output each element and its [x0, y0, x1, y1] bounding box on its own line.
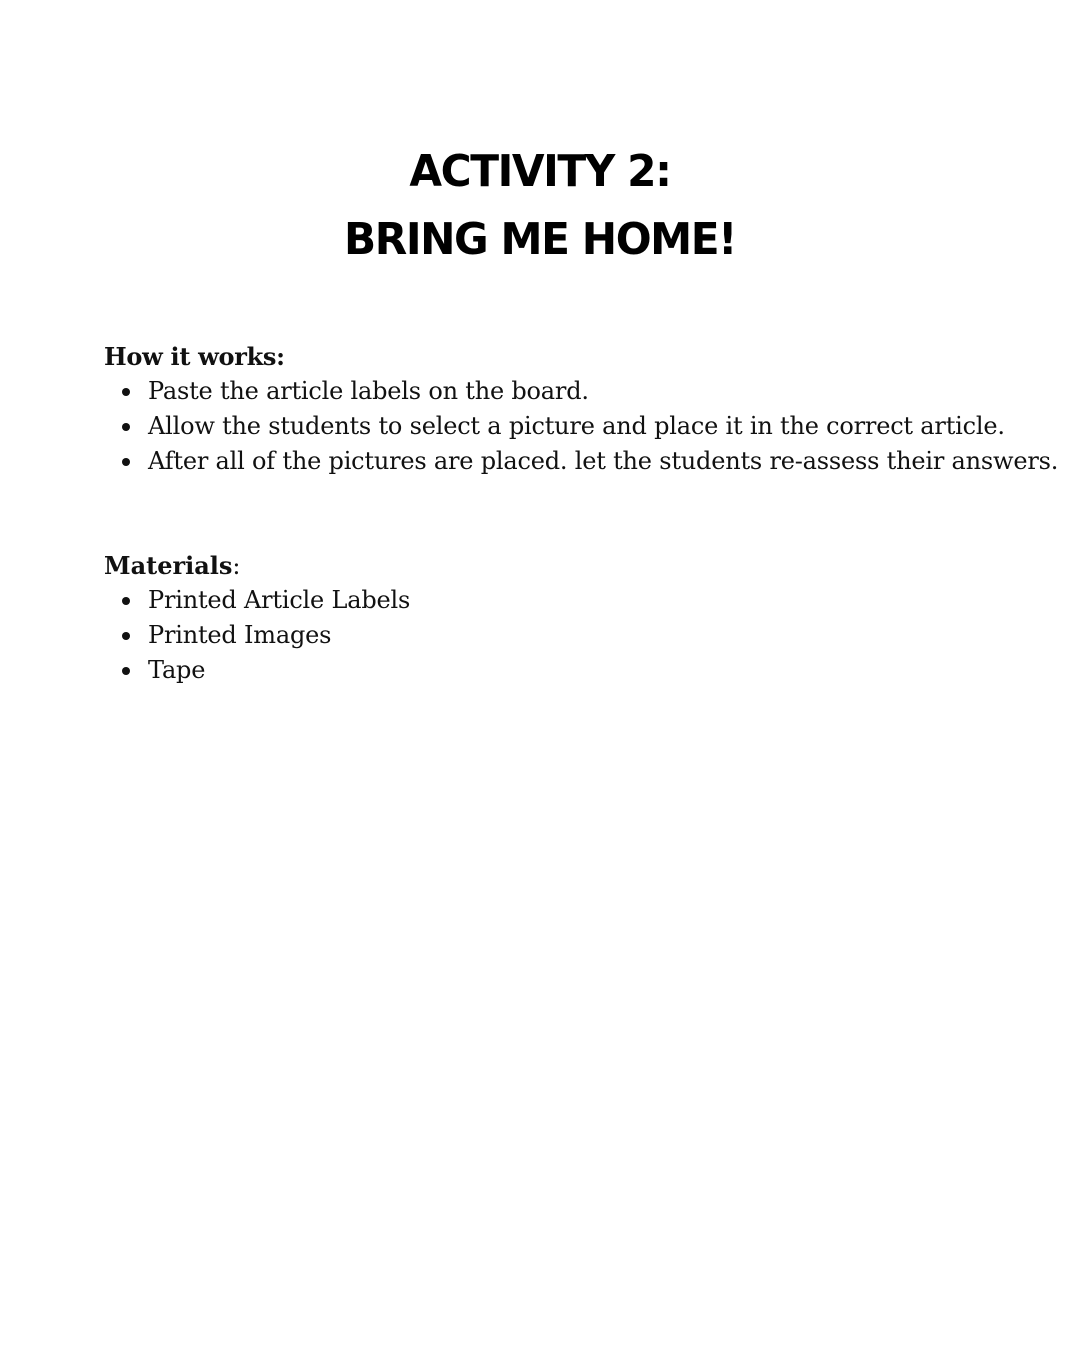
how-it-works-heading-label: How it works:: [104, 342, 285, 371]
list-item-text: Allow the students to select a picture and place it in the correct article.: [148, 412, 1005, 440]
list-item-text: Tape: [148, 656, 206, 684]
title-line-2: BRING ME HOME!: [343, 214, 737, 265]
list-item: [104, 374, 1004, 409]
list-item: [104, 444, 1059, 479]
list-item-text: Printed Article Labels: [148, 586, 411, 614]
materials-section: [104, 548, 1004, 688]
materials-list: [104, 583, 1004, 688]
title-line-1: ACTIVITY 2:: [409, 146, 671, 197]
materials-heading: [104, 548, 1004, 583]
list-item: [104, 653, 1004, 688]
bullet-icon: [122, 388, 130, 396]
bullet-icon: [122, 597, 130, 605]
bullet-icon: [122, 632, 130, 640]
materials-heading-label: Materials: [104, 551, 233, 580]
how-it-works-list: [104, 374, 1059, 479]
bullet-icon: [122, 423, 130, 431]
list-item: [104, 618, 1004, 653]
bullet-icon: [122, 458, 130, 466]
materials-heading-colon: :: [232, 552, 241, 580]
how-it-works-heading: [104, 339, 1004, 374]
list-item-text: Paste the article labels on the board.: [148, 377, 589, 405]
list-item-text: After all of the pictures are placed. let the students re-assess their answers.: [148, 447, 1059, 475]
list-item-text: Printed Images: [148, 621, 332, 649]
list-item: [104, 583, 1004, 618]
bullet-icon: [122, 667, 130, 675]
how-it-works-section: [104, 339, 1059, 479]
page-title: [0, 138, 1080, 274]
list-item: [104, 409, 1004, 444]
